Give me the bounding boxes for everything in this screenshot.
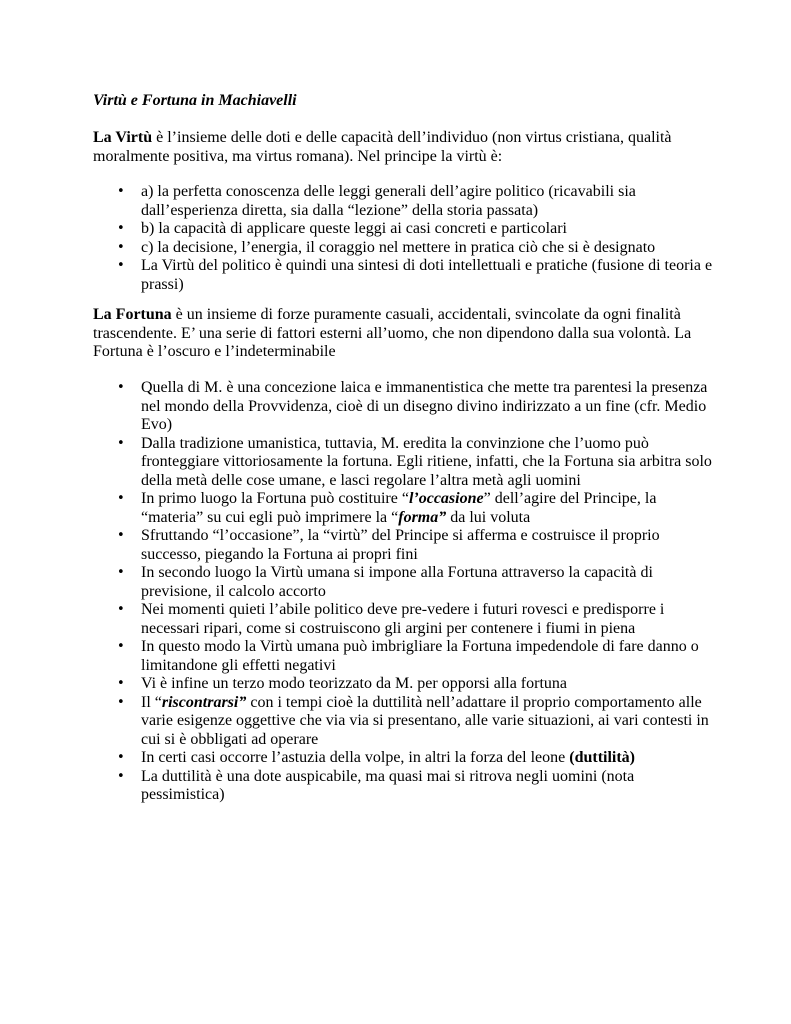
fortuna-intro: è un insieme di forze puramente casuali, accidentali, svincolate da ogni finalità trascendente. E’ una serie di fattori esterni all’uomo, che non dipendono dalla sua volontà. La Fortuna è l’oscuro e l’indeterminabile xyxy=(93,306,692,360)
forma-emphasis: forma” xyxy=(398,508,447,526)
list-item: • a) la perfetta conoscenza delle leggi generali dell’agire politico (ricavabili sia dall’esperienza diretta, sia dalla “lezione” della storia passata) xyxy=(93,183,713,220)
fortuna-term: La Fortuna xyxy=(93,306,172,323)
list-item-text: ” dell’agire del Principe, la “materia” su cui egli può imprimere la “ xyxy=(141,490,657,526)
list-item xyxy=(93,490,713,527)
list-item: • Vi è infine un terzo modo teorizzato da M. per opporsi alla fortuna xyxy=(93,675,713,694)
list-item: • Quella di M. è una concezione laica e immanentistica che mette tra parentesi la presenza nel mondo della Provvidenza, cioè di un disegno divino indirizzato a un fine (cfr. Medio Evo) xyxy=(93,379,713,435)
list-item-text: con i tempi cioè la duttilità nell’adattare il proprio comportamento alle varie esigenze oggettive che via via si presentano, alle varie situazioni, ai vari contesti in cui si è obbligati ad operare xyxy=(141,693,709,748)
list-item: • Dalla tradizione umanistica, tuttavia, M. eredita la convinzione che l’uomo può fronteggiare vittoriosamente la fortuna. Egli ritiene, infatti, che la Fortuna sia arbitra solo della metà delle cose umane, e lasci regolare l’altra metà agli uomini xyxy=(93,435,713,491)
duttilita-emphasis: (duttilità) xyxy=(569,749,636,766)
list-item: • In secondo luogo la Virtù umana si impone alla Fortuna attraverso la capacità di previsione, il calcolo accorto xyxy=(93,564,713,601)
virtu-definition xyxy=(93,129,713,166)
list-item: • Sfruttando “l’occasione”, la “virtù” del Principe si afferma e costruisce il proprio successo, piegando la Fortuna ai propri fini xyxy=(93,527,713,564)
list-item xyxy=(93,694,713,750)
virtu-intro: è l’insieme delle doti e delle capacità dell’individuo (non virtus cristiana, qualità moralmente positiva, ma virtus romana). Nel principe la virtù è: xyxy=(93,129,672,165)
list-item xyxy=(93,749,713,768)
virtu-term: La Virtù xyxy=(93,129,153,146)
list-item-text: In certi casi occorre l’astuzia della volpe, in altri la forza del leone xyxy=(141,749,570,766)
list-item-text: da lui voluta xyxy=(446,508,531,526)
list-item: • c) la decisione, l’energia, il coraggio nel mettere in pratica ciò che si è designato xyxy=(93,239,713,258)
fortuna-list xyxy=(93,379,713,805)
document-title: Virtù e Fortuna in Machiavelli xyxy=(93,92,297,109)
list-item: • b) la capacità di applicare queste leggi ai casi concreti e particolari xyxy=(93,220,713,239)
virtu-list xyxy=(93,183,713,294)
list-item-text: In primo luogo la Fortuna può costituire “ xyxy=(141,490,409,507)
occasione-emphasis: l’occasione xyxy=(408,490,484,507)
list-item: • La Virtù del politico è quindi una sintesi di doti intellettuali e pratiche (fusione di teoria e prassi) xyxy=(93,257,713,294)
fortuna-definition xyxy=(93,306,713,362)
list-item-text: Il “ xyxy=(141,693,162,711)
list-item: • Nei momenti quieti l’abile politico deve pre-vedere i futuri rovesci e predisporre i necessari ripari, come si costruiscono gli argini per contenere i fiumi in piena xyxy=(93,601,713,638)
list-item: • La duttilità è una dote auspicabile, ma quasi mai si ritrova negli uomini (nota pessimistica) xyxy=(93,768,713,805)
riscontrarsi-emphasis: riscontrarsi” xyxy=(161,693,247,711)
list-item: • In questo modo la Virtù umana può imbrigliare la Fortuna impedendole di fare danno o limitandone gli effetti negativi xyxy=(93,638,713,675)
